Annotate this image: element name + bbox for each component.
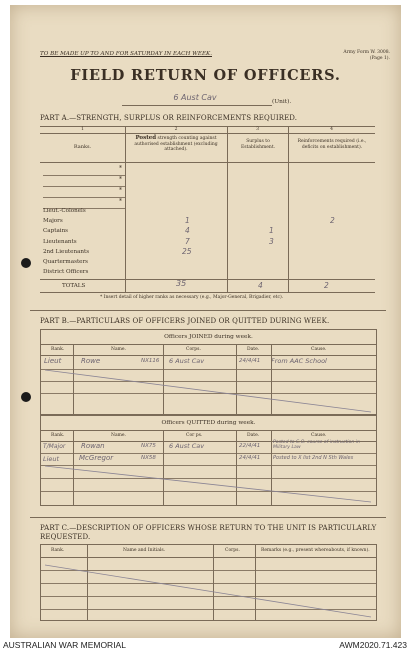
joined-corps: 6 Aust Cav xyxy=(169,357,205,365)
col-number-2: 2 xyxy=(174,127,178,132)
rank-row xyxy=(40,206,375,216)
asterisk-row: * xyxy=(43,198,125,209)
rank-label: 2nd Lieutenants xyxy=(43,248,90,255)
col-number-1: 1 xyxy=(81,127,84,132)
col-posted-heading xyxy=(130,136,222,153)
col-cause: Cause. xyxy=(311,433,327,438)
col-rank: Rank. xyxy=(51,548,65,553)
rank-label: Lieutenants xyxy=(43,238,77,245)
posted-value: 7 xyxy=(185,236,190,246)
surplus-value: 3 xyxy=(269,236,274,246)
col-number-3: 3 xyxy=(256,127,259,132)
footer-accession-number: AWM2020.71.423 xyxy=(339,640,407,650)
col-posted-rest: strength counting against authorised establishment (excluding attached). xyxy=(134,136,218,152)
col-corps: Corps. xyxy=(186,347,201,352)
quitted-strike-line xyxy=(41,416,376,505)
part-c-table xyxy=(40,544,377,621)
posted-value: 1 xyxy=(185,216,190,226)
totals-top-rule xyxy=(40,279,375,280)
col-corps: Corps. xyxy=(225,548,240,553)
col-rank: Rank. xyxy=(51,433,65,438)
part-b-heading: PART B.—PARTICULARS OF OFFICERS JOINED OR QUITTED DURING WEEK. xyxy=(40,317,330,325)
joined-date: 24/4/41 xyxy=(239,358,261,364)
part-a-heading: PART A.—STRENGTH, SURPLUS OR REINFORCEMENTS REQUIRED. xyxy=(40,114,298,122)
surplus-value: 1 xyxy=(269,226,274,236)
col-surplus-heading: Surplus to Establishment. xyxy=(240,139,276,150)
quitted-name: Rowan xyxy=(81,442,105,450)
rank-row xyxy=(40,247,375,257)
part-c-heading: PART C.—DESCRIPTION OF OFFICERS WHOSE RETURN TO THE UNIT IS PARTICULARLY REQUESTED. xyxy=(40,524,377,541)
form-ref-text: Army Form W. 3008. xyxy=(343,50,390,55)
part-c-top-rule xyxy=(30,517,386,518)
col-date: Date. xyxy=(247,433,260,438)
joined-rank: Lieut xyxy=(44,357,62,365)
quitted-date: 24/4/41 xyxy=(239,455,261,461)
col-ranks-heading: Ranks. xyxy=(73,144,92,150)
posted-value: 25 xyxy=(182,246,192,256)
col-remarks: Remarks (e.g., present whereabouts, if known). xyxy=(261,548,370,553)
punch-hole-top xyxy=(21,258,31,268)
joined-name: Rowe xyxy=(81,357,101,365)
unit-label: (Unit). xyxy=(272,99,292,105)
part-a-number-rule xyxy=(40,133,375,134)
unit-underline xyxy=(122,105,272,106)
quitted-cause: Posted to C.O. course of instruction in Military Law xyxy=(273,440,360,450)
quitted-cause: Posted to X list 2nd N Sth Wales xyxy=(273,455,354,461)
rank-label: District Officers xyxy=(43,269,89,276)
document-sheet xyxy=(10,5,401,638)
quitted-name: McGregor xyxy=(79,454,114,462)
col-rank: Rank. xyxy=(51,347,65,352)
part-c-strike-line xyxy=(41,545,376,620)
asterisk-row: * xyxy=(43,165,125,176)
rank-row xyxy=(40,237,375,247)
col-date: Date. xyxy=(247,347,260,352)
quitted-table xyxy=(40,415,377,506)
col-name-initials: Name and Initials. xyxy=(123,548,166,553)
rank-label: Lieut.-Colonels xyxy=(43,208,86,214)
reinf-value: 2 xyxy=(330,216,335,226)
rank-row xyxy=(40,257,375,267)
joined-strike-line xyxy=(41,330,376,414)
quitted-date: 22/4/41 xyxy=(239,443,261,449)
col-name: Name. xyxy=(111,347,126,352)
form-title: FIELD RETURN OF OFFICERS. xyxy=(70,67,341,84)
blank-rank-rows xyxy=(43,165,125,209)
quitted-title: Officers QUITTED during week. xyxy=(41,416,376,431)
posted-value: 4 xyxy=(185,226,190,236)
part-a-footnote: * Insert detail of higher ranks as necessary (e.g., Major-General, Brigadier, etc). xyxy=(100,295,284,300)
quitted-number: NX75 xyxy=(141,443,156,449)
rank-rows xyxy=(40,206,375,277)
totals-posted: 35 xyxy=(176,279,187,288)
col-reinf-heading: Reinforcements required (i.e., deficits on establishment). xyxy=(297,139,367,150)
punch-hole-bottom xyxy=(21,392,31,402)
quitted-rank: Lieut xyxy=(43,455,60,463)
totals-surplus: 4 xyxy=(258,281,263,290)
rank-label: Captains xyxy=(43,228,69,235)
joined-table xyxy=(40,329,377,415)
unit-value: 6 Aust Cav xyxy=(173,93,217,102)
totals-label: TOTALS xyxy=(62,283,86,289)
footer-bar xyxy=(0,638,411,653)
rank-label: Quartermasters xyxy=(43,258,89,265)
totals-reinf: 2 xyxy=(324,281,329,290)
joined-cause: From AAC School xyxy=(271,357,327,365)
part-a-header-rule xyxy=(40,162,375,163)
page-ref-text: (Page 1). xyxy=(369,55,390,61)
quitted-number: NX58 xyxy=(141,455,156,461)
form-reference xyxy=(310,50,390,61)
rank-row xyxy=(40,226,375,236)
quitted-rank: T/Major xyxy=(43,443,66,450)
totals-bottom-rule xyxy=(40,292,375,293)
quitted-corps: 6 Aust Cav xyxy=(169,442,205,450)
col-number-4: 4 xyxy=(330,127,333,132)
col-posted-bold: Posted xyxy=(135,135,157,141)
instruction-text: TO BE MADE UP TO AND FOR SATURDAY IN EACH WEEK. xyxy=(40,51,212,57)
asterisk-row: * xyxy=(43,176,125,187)
joined-title: Officers JOINED during week. xyxy=(41,330,376,345)
asterisk-row: * xyxy=(43,187,125,198)
rank-row xyxy=(40,267,375,277)
col-corps: Cor ps. xyxy=(186,433,203,438)
rank-row xyxy=(40,216,375,226)
part-b-top-rule xyxy=(30,310,386,311)
col-cause: Cause. xyxy=(311,347,327,352)
rank-label: Majors xyxy=(43,218,63,225)
col-name: Name. xyxy=(111,433,126,438)
joined-number: NX116 xyxy=(141,358,160,364)
footer-credit: AUSTRALIAN WAR MEMORIAL xyxy=(3,640,126,650)
